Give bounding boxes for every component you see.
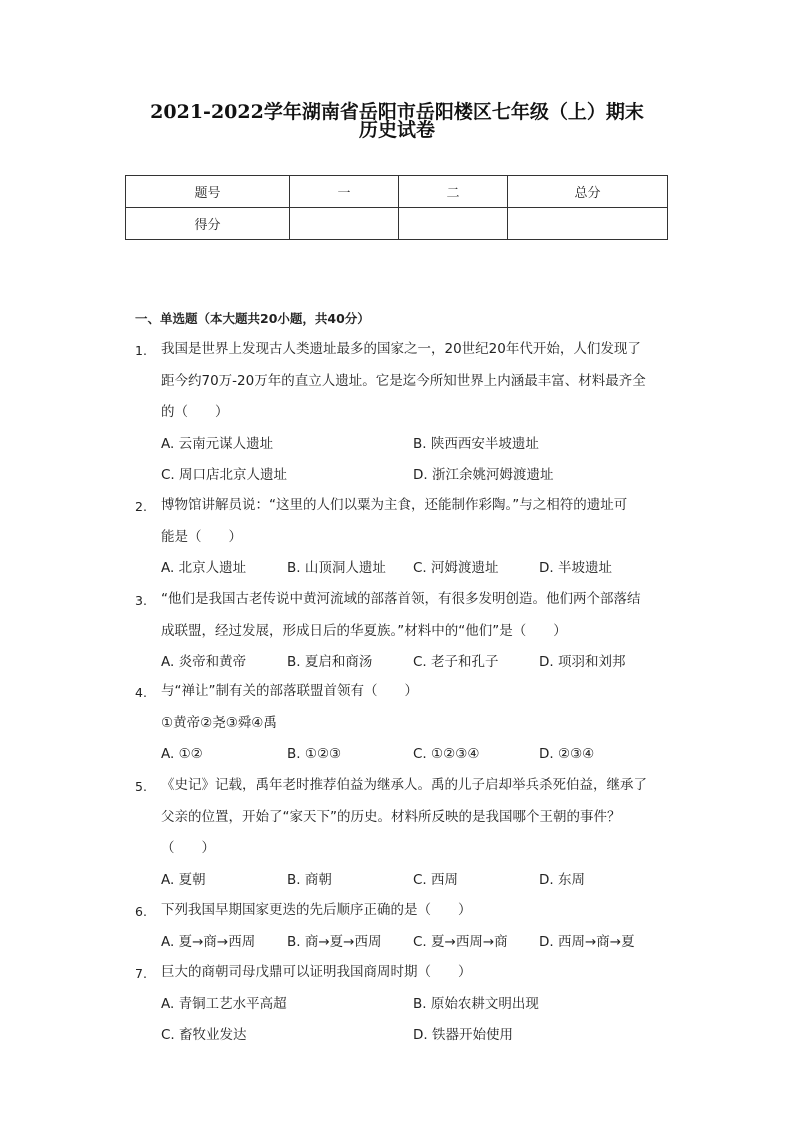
score-cell	[508, 208, 668, 240]
option-d: D. 半坡遗址	[539, 560, 612, 576]
option-b: B. 陕西西安半坡遗址	[413, 435, 539, 452]
question-number: 6.	[135, 904, 147, 919]
option-a: A. 夏→商→西周	[161, 933, 256, 950]
question-6	[135, 895, 675, 958]
question-number: 5.	[135, 779, 147, 794]
option-d: D. 铁器开始使用	[413, 1027, 513, 1043]
option-c: C. 河姆渡遗址	[413, 560, 499, 576]
question-3	[135, 584, 675, 679]
option-c: C. 夏→西周→商	[413, 933, 508, 950]
question-stem-line: 父亲的位置，开始了“家天下”的历史。材料所反映的是我国哪个王朝的事件？	[161, 808, 621, 825]
question-stem-line: 的（ ）	[161, 404, 229, 420]
option-a: A. 青铜工艺水平高超	[161, 995, 287, 1012]
option-b: B. 商朝	[287, 871, 332, 888]
option-a: A. ①②	[161, 746, 203, 762]
exam-title-line2: 历史试卷	[358, 119, 435, 141]
option-a: A. 北京人遗址	[161, 560, 247, 576]
question-stem-line: 能是（ ）	[161, 528, 242, 545]
question-stem-line: （ ）	[161, 840, 215, 856]
option-d: D. 浙江余姚河姆渡遗址	[413, 467, 554, 483]
option-a: A. 云南元谋人遗址	[161, 435, 274, 452]
option-c: C. 畜牧业发达	[161, 1027, 247, 1043]
question-2	[135, 490, 675, 585]
score-row-label: 得分	[126, 208, 290, 240]
score-header-cell: 二	[399, 176, 508, 208]
score-table-score-row	[126, 208, 668, 240]
question-7	[135, 957, 675, 1052]
score-cell	[399, 208, 508, 240]
option-b: B. 夏启和商汤	[287, 654, 373, 670]
question-stem-line: 博物馆讲解员说：“这里的人们以粟为主食，还能制作彩陶。”与之相符的遗址可	[161, 497, 628, 513]
score-header-cell: 题号	[126, 176, 290, 208]
score-table	[125, 175, 668, 240]
option-a: A. 夏朝	[161, 871, 206, 888]
option-c: C. 老子和孔子	[413, 654, 499, 670]
exam-title-line1: 2021-2022学年湖南省岳阳市岳阳楼区七年级（上）期末	[150, 101, 644, 123]
question-5	[135, 770, 675, 896]
question-stem-line: 《史记》记载，禹年老时推荐伯益为继承人。禹的儿子启却举兵杀死伯益，继承了	[161, 777, 647, 793]
score-cell	[290, 208, 399, 240]
option-d: D. ②③④	[539, 746, 595, 762]
question-number: 7.	[135, 966, 147, 981]
question-stem-line: 我国是世界上发现古人类遗址最多的国家之一，20世纪20年代开始，人们发现了	[161, 341, 641, 357]
question-1	[135, 334, 675, 492]
section-heading: 一、单选题（本大题共20小题，共40分）	[135, 311, 370, 326]
question-number: 4.	[135, 685, 147, 700]
question-number: 3.	[135, 593, 147, 608]
option-c: C. 周口店北京人遗址	[161, 467, 288, 483]
option-b: B. 商→夏→西周	[287, 933, 382, 950]
question-stem-line: 距今约70万-20万年的直立人遗址。它是迄今所知世界上内涵最丰富、材料最齐全	[161, 372, 646, 389]
question-stem-line: ①黄帝②尧③舜④禹	[161, 714, 277, 731]
question-number: 2.	[135, 499, 147, 514]
option-a: A. 炎帝和黄帝	[161, 654, 247, 670]
score-table-header-row	[126, 176, 668, 208]
question-stem-line: 下列我国早期国家更迭的先后顺序正确的是（ ）	[161, 902, 472, 918]
question-stem-line: 巨大的商朝司母戊鼎可以证明我国商周时期（ ）	[161, 964, 472, 980]
question-4	[135, 676, 675, 771]
score-header-cell: 总分	[508, 176, 668, 208]
question-stem-line: “他们是我国古老传说中黄河流域的部落首领，有很多发明创造。他们两个部落结	[161, 591, 641, 607]
question-stem-line: 成联盟，经过发展，形成日后的华夏族。”材料中的“他们”是（ ）	[161, 622, 567, 639]
option-b: B. 山顶洞人遗址	[287, 560, 386, 576]
option-c: C. 西周	[413, 871, 459, 888]
option-d: D. 西周→商→夏	[539, 933, 635, 950]
option-b: B. 原始农耕文明出现	[413, 995, 539, 1012]
question-number: 1.	[135, 343, 147, 358]
question-stem-line: 与“禅让”制有关的部落联盟首领有（ ）	[161, 683, 418, 699]
option-d: D. 项羽和刘邦	[539, 654, 626, 670]
option-b: B. ①②③	[287, 746, 342, 762]
option-c: C. ①②③④	[413, 746, 480, 762]
option-d: D. 东周	[539, 871, 585, 888]
score-header-cell: 一	[290, 176, 399, 208]
